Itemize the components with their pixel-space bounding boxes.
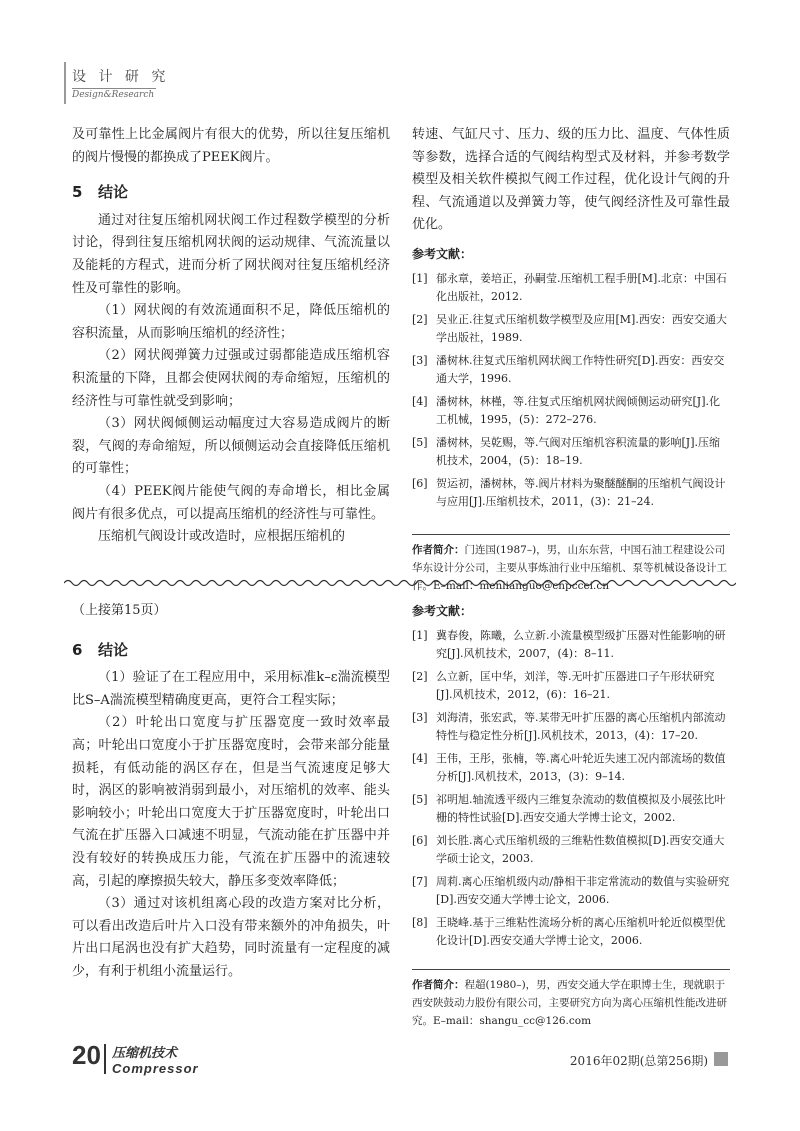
logo-chinese: 压缩机技术	[112, 1045, 178, 1060]
wave-divider	[64, 578, 736, 588]
section-heading-5	[72, 181, 390, 204]
reference-text: 郁永章，姜培正，孙嗣莹.压缩机工程手册[M].北京：中国石化出版社，2012.	[436, 271, 727, 304]
reference-item	[412, 914, 730, 951]
bottom-left-column	[72, 600, 390, 984]
reference-item	[412, 627, 730, 664]
section-number: 6	[72, 640, 83, 659]
reference-number: [2]	[412, 669, 428, 683]
reference-item	[412, 791, 730, 828]
page-footer	[0, 1040, 800, 1080]
reference-text: 刘长胜.离心式压缩机级的三维粘性数值模拟[D].西安交通大学硕士论文，2003.	[436, 833, 725, 866]
section-heading-6	[72, 639, 390, 662]
paragraph: （1）验证了在工程应用中，采用标准k–ε湍流模型比S–A湍流模型精确度更高，更符合工程实际；	[72, 670, 390, 708]
author-text: 程超(1980–)，男，西安交通大学在职博士生，现就职于西安陕鼓动力股份有限公司，主要研究方向为离心压缩机性能改进研究。E–mail：shangu_cc@126.com	[412, 978, 727, 1027]
paragraph: 通过对往复压缩机网状阀工作过程数学模型的分析讨论，得到往复压缩机网状阀的运动规律、气流流量以及能耗的方程式，进而分析了网状阀对往复压缩机经济性及可靠性的影响。	[72, 212, 390, 296]
author-label: 作者简介：	[412, 543, 465, 556]
paragraph: 转速、气缸尺寸、压力、级的压力比、温度、气体性质等参数，选择合适的气阀结构型式及材料，并参考数学模型及相关软件模拟气阀工作过程，优化设计气阀的升程、气流通道以及弹簧力等，使气阀经济性及可靠性最优化。	[412, 127, 730, 233]
paragraph: （3）通过对该机组离心段的改造方案对比分析，可以看出改造后叶片入口没有带来额外的冲角损失，叶片出口尾涡也没有扩大趋势，同时流量有一定程度的减少，有利于机组小流量运行。	[72, 896, 390, 979]
references-heading: 参考文献：	[412, 246, 473, 261]
reference-number: [1]	[412, 271, 428, 285]
reference-item	[412, 873, 730, 910]
reference-text: 王伟，王彤，张楠，等.离心叶轮近失速工况内部流场的数值分析[J].风机技术，2013，(3)：9–14.	[436, 751, 726, 784]
paragraph: （4）PEEK阀片能使气阀的寿命增长，相比金属阀片有很多优点，可以提高压缩机的经济性与可靠性。	[72, 483, 390, 522]
reference-item	[412, 434, 730, 471]
paragraph: （1）网状阀的有效流通面积不足，降低压缩机的容积流量，从而影响压缩机的经济性；	[72, 303, 390, 341]
references-heading: 参考文献：	[412, 604, 473, 618]
reference-number: [4]	[412, 751, 428, 765]
section-title: 结论	[98, 640, 129, 659]
reference-number: [4]	[412, 394, 428, 408]
continuation-note: （上接第15页）	[72, 603, 167, 618]
intro-paragraph: 及可靠性上比金属阀片有很大的优势，所以往复压缩机的阀片慢慢的都换成了PEEK阀片。	[72, 127, 390, 165]
reference-text: 祁明旭.轴流透平级内三维复杂流动的数值模拟及小展弦比叶栅的特性试验[D].西安交通大学博士论文，2002.	[436, 792, 726, 825]
header-bar	[64, 62, 66, 104]
journal-logo	[112, 1042, 199, 1076]
reference-number: [7]	[412, 874, 428, 888]
header-subtitle: Design&Research	[72, 90, 155, 100]
reference-text: 吴业正.往复式压缩机数学模型及应用[M].西安：西安交通大学出版社，1989.	[436, 312, 727, 345]
reference-number: [6]	[412, 476, 428, 490]
section-title: 结论	[98, 183, 129, 202]
author-bio	[412, 969, 730, 1030]
author-label: 作者简介：	[412, 978, 465, 991]
footer-square-icon	[714, 1052, 728, 1066]
paragraph: （3）网状阀倾侧运动幅度过大容易造成阀片的断裂，气阀的寿命缩短，所以倾侧运动会直接降低压缩机的可靠性；	[72, 416, 390, 477]
reference-item	[412, 668, 730, 705]
header-title: 设 计 研 究	[72, 69, 170, 85]
reference-text: 周莉.离心压缩机级内动/静相干非定常流动的数值与实验研究[D].西安交通大学博士论文，2006.	[436, 874, 730, 907]
page-number: 20	[72, 1040, 101, 1070]
reference-item	[412, 311, 730, 348]
reference-number: [5]	[412, 792, 428, 806]
paragraph: 压缩机气阀设计或改造时，应根据压缩机的	[98, 529, 346, 545]
reference-text: 潘树林.往复式压缩机网状阀工作特性研究[D].西安：西安交通大学，1996.	[436, 353, 725, 386]
reference-item	[412, 709, 730, 746]
section-number: 5	[72, 183, 83, 202]
issue-info: 2016年02期(总第256期)	[569, 1054, 708, 1068]
reference-item	[412, 393, 730, 430]
reference-item	[412, 750, 730, 787]
reference-text: 王晓峰.基于三维粘性流场分析的离心压缩机叶轮近似模型优化设计[D].西安交通大学博士论文，2006.	[436, 915, 726, 948]
reference-text: 潘树林，吴乾赐，等.气阀对压缩机容积流量的影响[J].压缩机技术，2004，(5)：18–19.	[436, 435, 720, 468]
paragraph: （2）叶轮出口宽度与扩压器宽度一致时效率最高；叶轮出口宽度小于扩压器宽度时，会带来部分能量损耗，有低动能的涡区存在，但是当气流速度足够大时，涡区的影响被消弱到最小，对压缩机的效率、能头影响较小；叶轮出口宽度大于扩压器宽度时，叶轮出口气流在扩压器入口减速不明显，气流动能在扩压器中并没有较好的转换成压力能，气流在扩压器中的流速较高，引起的摩擦损失较大，静压多变效率降低；	[72, 715, 390, 889]
reference-number: [3]	[412, 353, 428, 367]
reference-text: 贺运初，潘树林，等.阀片材料为聚醚醚酮的压缩机气阀设计与应用[J].压缩机技术，2011，(3)：21–24.	[436, 476, 726, 509]
reference-number: [2]	[412, 312, 428, 326]
reference-number: [8]	[412, 915, 428, 929]
logo-english: Compressor	[112, 1061, 199, 1076]
reference-item	[412, 270, 730, 307]
reference-text: 么立新，匡中华，刘洋，等.无叶扩压器进口子午形状研究[J].风机技术，2012，(6)：16–21.	[436, 669, 715, 702]
reference-number: [1]	[412, 628, 428, 642]
reference-number: [3]	[412, 710, 428, 724]
running-header	[72, 66, 169, 100]
reference-text: 刘海清，张宏武，等.某带无叶扩压器的离心压缩机内部流动特性与稳定性分析[J].风机技术，2013，(4)：17–20.	[436, 710, 726, 743]
reference-number: [6]	[412, 833, 428, 847]
author-text: 门连国(1987–)，男，山东东营，中国石油工程建设公司华东设计分公司，主要从事炼油行业中压缩机、泵等机械设备设计工作。E–mail：menlianguo@cnpccei.cn	[412, 543, 727, 592]
reference-text: 冀春俊，陈曦，么立新.小流量模型级扩压器对性能影响的研究[J].风机技术，2007，(4)：8–11.	[436, 628, 726, 661]
reference-item	[412, 475, 730, 512]
top-left-column	[72, 124, 390, 549]
reference-item	[412, 352, 730, 389]
reference-number: [5]	[412, 435, 428, 449]
top-right-column	[412, 124, 730, 595]
bottom-right-column	[412, 600, 730, 1030]
paragraph: （2）网状阀弹簧力过强或过弱都能造成压缩机容积流量的下降，且都会使网状阀的寿命缩短，压缩机的经济性与可靠性就受到影响；	[72, 348, 390, 409]
reference-text: 潘树林，林槿，等.往复式压缩机网状阀倾侧运动研究[J].化工机械，1995，(5)：272–276.	[436, 394, 720, 427]
reference-item	[412, 832, 730, 869]
footer-bar	[104, 1044, 106, 1074]
